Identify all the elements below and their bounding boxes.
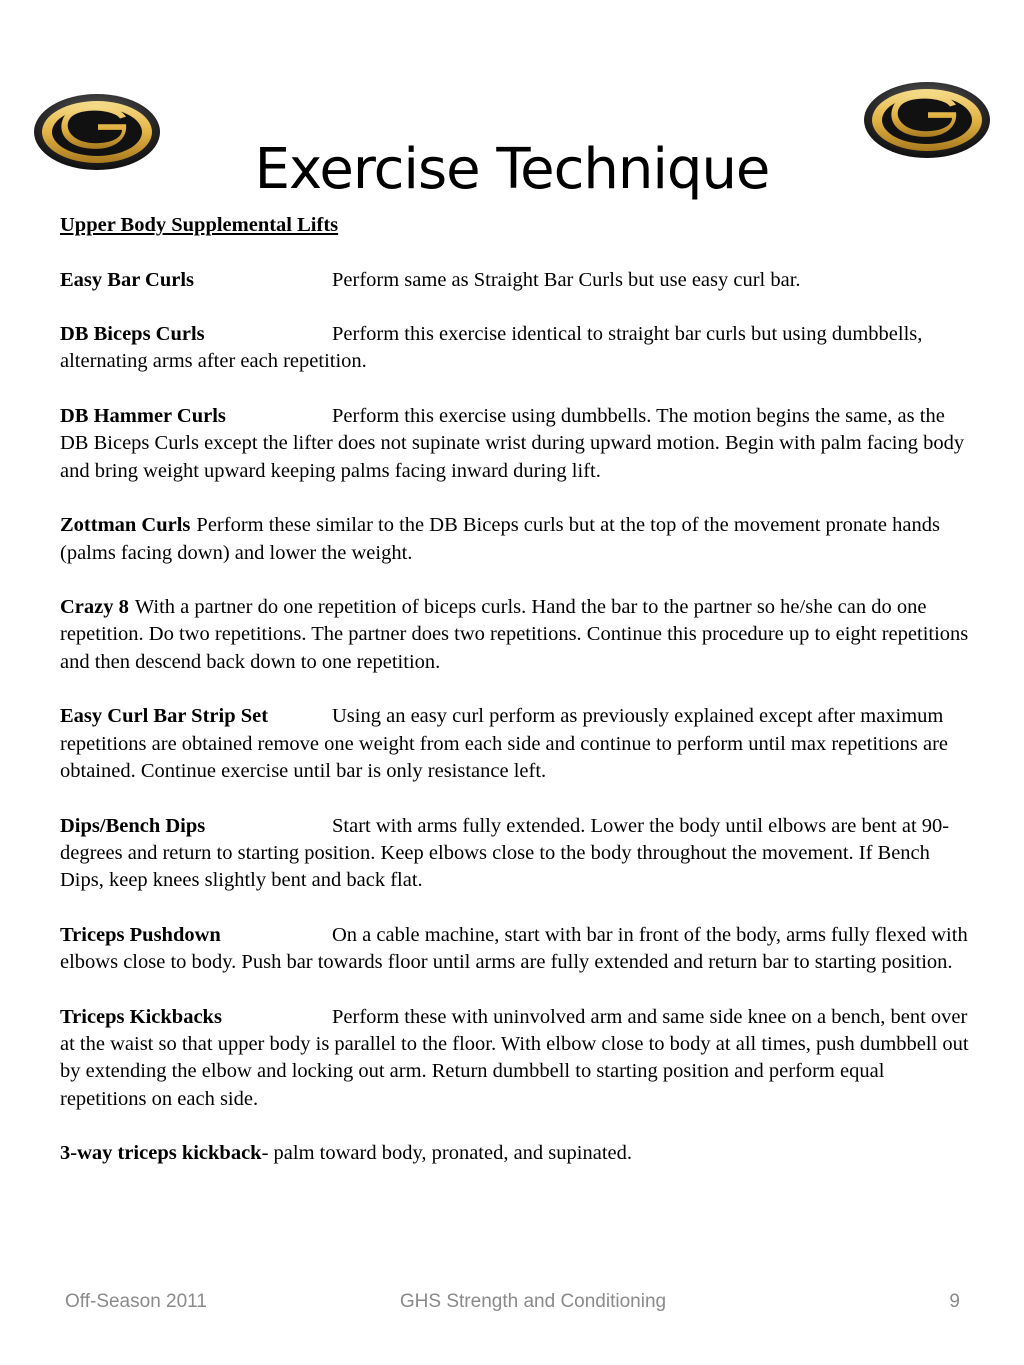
exercise-description: Perform same as Straight Bar Curls but use easy curl bar. bbox=[332, 268, 801, 291]
exercise-easy-bar-curls bbox=[60, 267, 970, 294]
exercise-name: Easy Bar Curls bbox=[60, 268, 195, 291]
exercise-list bbox=[60, 212, 970, 1195]
exercise-zottman-curls bbox=[60, 512, 970, 567]
exercise-name: Dips/Bench Dips bbox=[60, 814, 206, 837]
exercise-name: Triceps Kickbacks bbox=[60, 1005, 222, 1028]
page-number: 9 bbox=[949, 1291, 960, 1312]
exercise-name: Easy Curl Bar Strip Set bbox=[60, 705, 269, 728]
footer-program: GHS Strength and Conditioning bbox=[399, 1291, 667, 1312]
exercise-description: Perform these with uninvolved arm and same side knee on a bench, bent over at the waist so that upper body is parallel to the floor. With elbow close to body at all times, push dumbbell out by extending the elbow and locking out arm. Return dumbbell to starting position and perform equal repetitions on each side. bbox=[60, 1005, 969, 1110]
exercise-db-biceps-curls bbox=[60, 321, 970, 376]
exercise-db-hammer-curls bbox=[60, 403, 970, 485]
exercise-name: Triceps Pushdown bbox=[60, 923, 221, 946]
exercise-description: Perform these similar to the DB Biceps curls but at the top of the movement pronate hands (palms facing down) and lower the weight. bbox=[60, 514, 940, 564]
footer-season: Off-Season 2011 bbox=[65, 1291, 207, 1312]
exercise-description: Start with arms fully extended. Lower the body until elbows are bent at 90-degrees and return to starting position. Keep elbows close to the body throughout the movement. If Bench Dips, keep knees slightly bent and back flat. bbox=[60, 814, 950, 892]
exercise-triceps-kickbacks bbox=[60, 1004, 970, 1113]
exercise-easy-curl-bar-strip-set bbox=[60, 703, 970, 785]
exercise-description: On a cable machine, start with bar in front of the body, arms fully flexed with elbows close to body. Push bar towards floor until arms are fully extended and return bar to starting position. bbox=[60, 923, 968, 974]
exercise-description: With a partner do one repetition of biceps curls. Hand the bar to the partner so he/she can do one repetition. Do two repetitions. The partner does two repetitions. Continue this procedure up to eight repetitions and then descend back down to one repetition. bbox=[60, 596, 969, 673]
exercise-name: Crazy 8 bbox=[60, 596, 129, 619]
section-heading: Upper Body Supplemental Lifts bbox=[60, 214, 339, 236]
exercise-name: Zottman Curls bbox=[60, 514, 191, 537]
exercise-description: Using an easy curl perform as previously explained except after maximum repetitions are obtained remove one weight from each side and continue to perform until max repetitions are obtained. Continue exercise until bar is only resistance left. bbox=[60, 705, 949, 782]
page-title: Exercise Technique bbox=[254, 137, 770, 202]
exercise-name: DB Biceps Curls bbox=[60, 323, 205, 346]
exercise-description: - palm toward body, pronated, and supinated. bbox=[261, 1142, 632, 1165]
exercise-name: DB Hammer Curls bbox=[60, 405, 226, 428]
exercise-name: 3-way triceps kickback bbox=[60, 1142, 262, 1165]
exercise-3-way-triceps-kickback bbox=[60, 1140, 970, 1167]
exercise-description: Perform this exercise identical to straight bar curls but using dumbbells, alternating arms after each repetition. bbox=[60, 323, 923, 373]
exercise-description: Perform this exercise using dumbbells. The motion begins the same, as the DB Biceps Curls except the lifter does not supinate wrist during upward motion. Begin with palm facing body and bring weight upward keeping palms facing inward during lift. bbox=[60, 405, 965, 482]
exercise-triceps-pushdown bbox=[60, 922, 970, 977]
exercise-dips-bench-dips bbox=[60, 813, 970, 895]
exercise-crazy-8 bbox=[60, 594, 970, 676]
